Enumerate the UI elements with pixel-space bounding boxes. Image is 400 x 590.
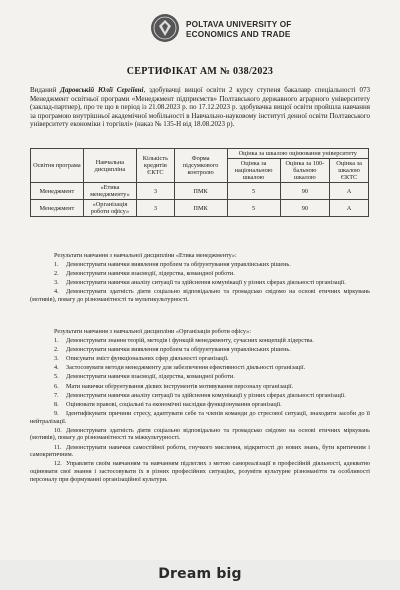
list-item-text: Демонструвати знання теорій, методів і функцій менеджменту, сучасних концепцій лідерства.: [66, 336, 314, 344]
certificate-intro: [30, 86, 370, 129]
list-item-text: Демонструвати навички взаємодії, лідерства, командної роботи.: [66, 373, 235, 381]
col-discipline: Навчальна дисципліна: [83, 149, 136, 183]
list-item-number: 10.: [54, 426, 62, 434]
list-item: [30, 288, 370, 303]
cell-ects: A: [330, 183, 369, 200]
results-office-heading: Результати навчання з навчальної дисципліни «Організація роботи офісу»:: [54, 328, 251, 335]
certificate-title: СЕРТИФІКАТ АМ № 038/2023: [126, 66, 274, 77]
list-item-text: Демонструвати навички самостійної роботи, гнучкого мислення, відкритості до нових знань, бути критичним і самокритичним.: [30, 443, 370, 459]
intro-body: , здобувачці вищої освіти 2 курсу ступеня бакалавр спеціальності 073 Менеджмент освітньої програми «Менеджмент підприємств» Полтавського державного аграрного університету (заклад-партнер), про те що в період із 21.08.2023 р. по 17.12.2023 р. здобувачка вищої освіти пройшла навчання за програмою внутрішньої академічної мобільності в Навчально-науковому інституті денної освіти Полтавського університету економіки і торгівлі» (наказ № 135-Н від 18.08.2023 р).: [30, 86, 370, 129]
list-item: [30, 383, 370, 391]
results-ethics-list: [30, 261, 370, 304]
col-program: Освітня програма: [31, 149, 84, 183]
list-item-text: Демонструвати навички виявлення проблем та обґрунтування управлінських рішень.: [66, 345, 291, 353]
footer-slogan: Dream big: [158, 566, 242, 582]
cell-program: Менеджмент: [31, 200, 84, 217]
list-item: [30, 460, 370, 483]
list-item: [30, 373, 370, 381]
list-item-number: 9.: [54, 410, 59, 418]
list-item-text: Оцінювати правові, соціальні та економічні наслідки функціонування організації.: [66, 400, 282, 408]
list-item-number: 1.: [54, 260, 59, 268]
list-item-text: Демонструвати навички взаємодії, лідерства, командної роботи.: [66, 269, 235, 277]
list-item-number: 1.: [54, 336, 59, 344]
list-item: [30, 427, 370, 442]
list-item-number: 2.: [54, 269, 59, 277]
list-item-text: Демонструвати здатність діяти соціально відповідально та громадсько свідомо на основі етичних міркувань (мотивів), повагу до різноманітності та мультикультурності.: [30, 288, 370, 303]
list-item-number: 8.: [54, 400, 59, 408]
list-item: [30, 401, 370, 409]
cell-discipline: «Етика менеджменту»: [83, 183, 136, 200]
list-item-text: Демонструвати навички аналізу ситуації та здійснення комунікації у різних сферах діяльності організації.: [66, 391, 346, 399]
list-item-number: 3.: [54, 354, 59, 362]
list-item-number: 11.: [54, 443, 62, 451]
list-item-text: Демонструвати здатність діяти соціально відповідально та громадсько свідомо на основі етичних міркувань (мотивів), повагу до різноманітності та міжкультурності.: [30, 426, 370, 442]
list-item-number: 7.: [54, 391, 59, 399]
list-item-text: Управляти своїм навчанням та навчанням підлеглих з метою самореалізації в професійній діяльності, адекватно оцінювати свої знання і застосовувати їх в різних професійних ситуаціях, розуміти культурне різноманіття та особливості персоналу при формуванні організаційної культури.: [30, 460, 370, 483]
col-scale-group: Оцінка за шкалою оцінювання університету: [227, 149, 369, 159]
list-item: [30, 279, 370, 287]
list-item-text: Демонструвати навички аналізу ситуації та здійснення комунікації у різних сферах діяльності організації.: [66, 278, 346, 286]
results-office: [30, 328, 370, 485]
results-ethics: [30, 252, 370, 305]
col-hundred: Оцінка за 100-бальною шкалою: [280, 159, 329, 183]
cell-ects: A: [330, 200, 369, 217]
university-seal-icon: [150, 13, 180, 43]
cell-discipline: «Організація роботи офісу»: [83, 200, 136, 217]
list-item-number: 5.: [54, 373, 59, 381]
cell-credits: 3: [137, 183, 175, 200]
results-ethics-heading: Результати навчання з навчальної дисципліни «Етика менеджменту»:: [54, 252, 237, 259]
results-office-list: [30, 337, 370, 484]
list-item: [30, 337, 370, 345]
list-item-number: 2.: [54, 345, 59, 353]
list-item-number: 6.: [54, 382, 59, 390]
cell-program: Менеджмент: [31, 183, 84, 200]
list-item-text: Демонструвати навички виявлення проблем та обґрунтування управлінських рішень.: [66, 260, 291, 268]
list-item-number: 4.: [54, 288, 59, 296]
cell-control: ПМК: [174, 200, 227, 217]
table-row: [31, 183, 369, 200]
list-item-text: Застосовувати методи менеджменту для забезпечення ефективності діяльності організації.: [66, 364, 306, 372]
list-item-number: 12.: [54, 460, 62, 468]
list-item: [30, 261, 370, 269]
recipient-name: Даровській Юлії Сергіївні: [60, 86, 144, 94]
list-item-number: 4.: [54, 364, 59, 372]
cell-national: 5: [227, 200, 280, 217]
grades-table: [30, 148, 369, 217]
list-item-text: Мати навички обґрунтування дієвих інструментів мотивування персоналу організації.: [66, 382, 294, 390]
intro-prefix: Виданий: [30, 86, 61, 94]
cell-hundred: 90: [280, 183, 329, 200]
list-item: [30, 410, 370, 425]
list-item: [30, 392, 370, 400]
university-name: [186, 20, 291, 40]
list-item-text: Ідентифікувати причини стресу, адаптувати себе та членів команди до стресової ситуації, знаходити засоби до її нейтралізації.: [30, 410, 370, 425]
cell-national: 5: [227, 183, 280, 200]
col-ects: Оцінка за шкалою ЄКТС: [330, 159, 369, 183]
university-header: [0, 8, 400, 48]
list-item: [30, 444, 370, 459]
cell-control: ПМК: [174, 183, 227, 200]
list-item: [30, 270, 370, 278]
cell-hundred: 90: [280, 200, 329, 217]
university-name-line1: POLTAVA UNIVERSITY OF: [186, 20, 292, 29]
table-row: [31, 200, 369, 217]
cell-credits: 3: [137, 200, 175, 217]
list-item-number: 3.: [54, 278, 59, 286]
col-credits: Кількість кредитів ЄКТС: [137, 149, 175, 183]
university-name-line2: ECONOMICS AND TRADE: [186, 30, 291, 39]
col-national: Оцінка за національною шкалою: [227, 159, 280, 183]
table-header-row: [31, 149, 369, 159]
list-item: [30, 364, 370, 372]
col-control: Форма підсумкового контролю: [174, 149, 227, 183]
list-item: [30, 346, 370, 354]
list-item: [30, 355, 370, 363]
list-item-text: Описувати зміст функціональних сфер діяльності організації.: [66, 354, 229, 362]
